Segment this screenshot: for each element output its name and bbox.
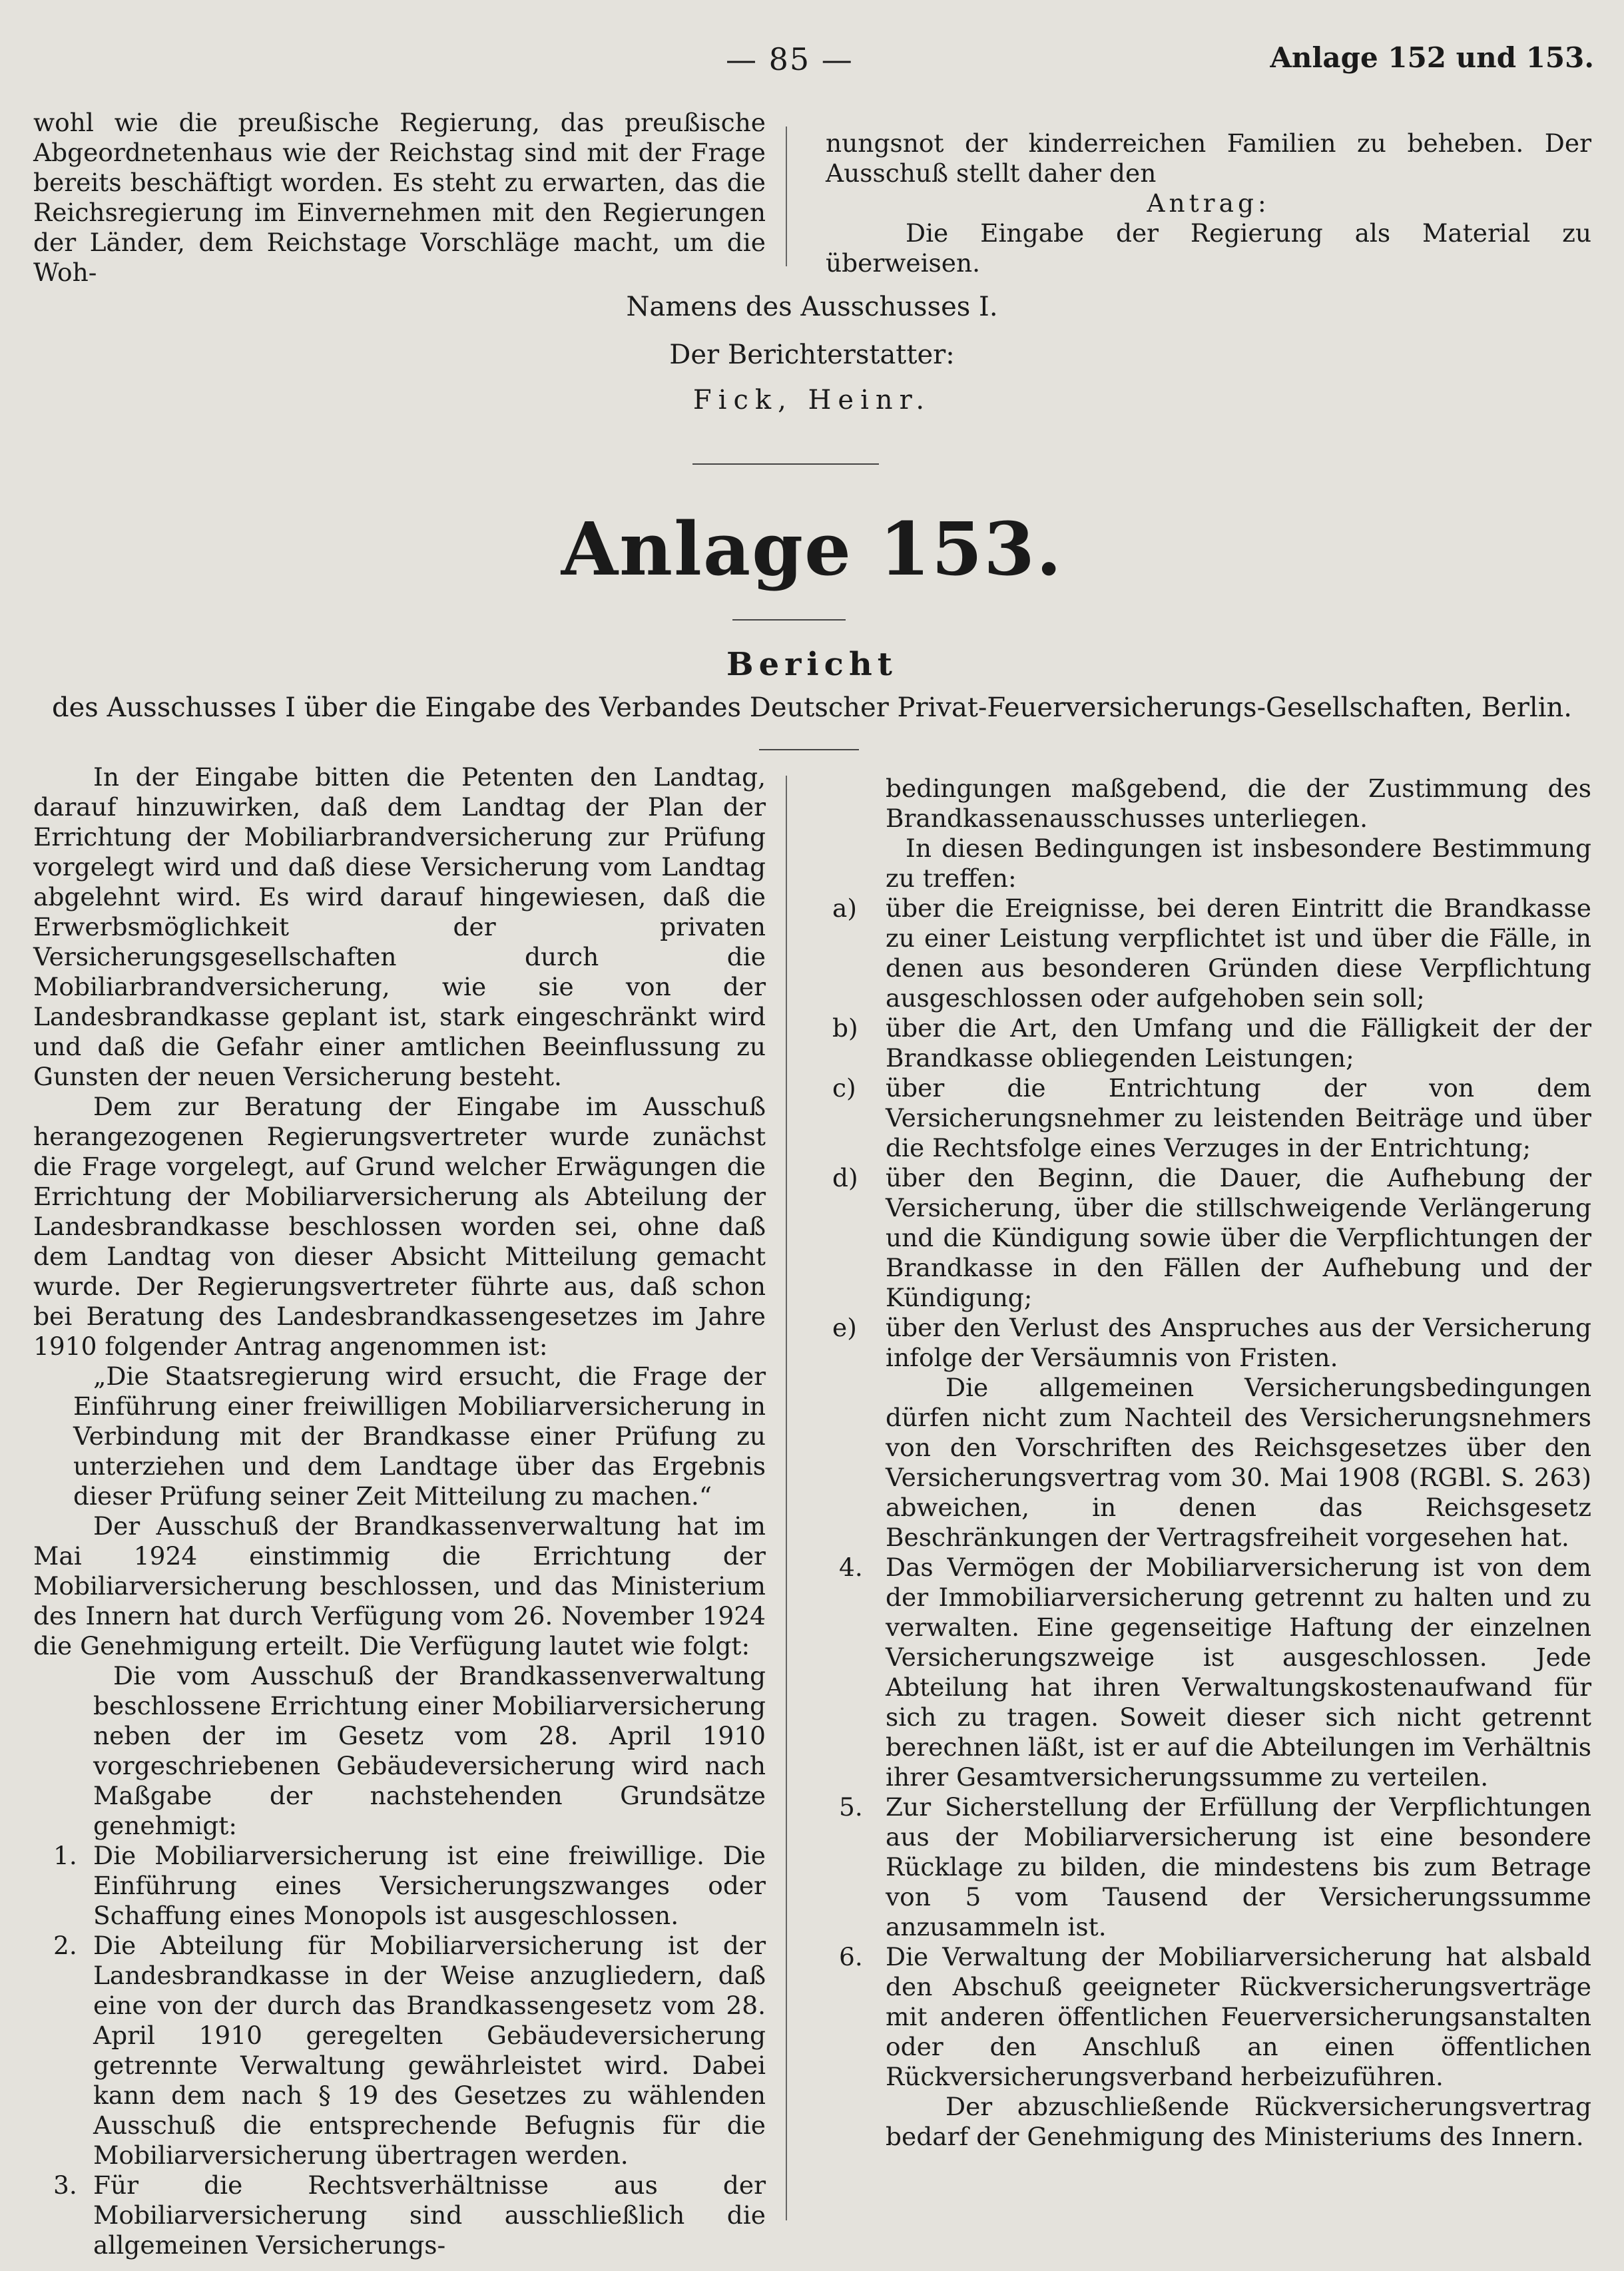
- list-item-text: über die Ereignisse, bei deren Eintritt die Brandkasse zu einer Leistung verpflichtet ist und über die Fälle, in denen aus besonderen Gründen diese Verpflichtung ausgeschlossen oder aufgehoben sein soll;: [886, 893, 1591, 1013]
- list-item: [826, 893, 1591, 1013]
- list-item-text: Die Mobiliarversicherung ist eine freiwillige. Die Einführung eines Versicherungszwanges oder Schaffung eines Monopols ist ausgeschlossen.: [93, 1841, 766, 1930]
- quote-paragraph: „Die Staatsregierung wird ersucht, die Frage der Einführung einer freiwilligen Mobiliarversicherung in Verbindung mit der Brandkasse einer Prüfung zu unterziehen und dem Landtage über das Ergebnis dieser Prüfung seiner Zeit Mitteilung zu machen.“: [73, 1362, 766, 1511]
- page-header: [30, 41, 1594, 81]
- list-item-text: Für die Rechtsverhältnisse aus der Mobiliarversicherung sind ausschließlich die allgemeinen Versicherungs-: [93, 2170, 766, 2260]
- column-divider-main: [786, 776, 787, 2220]
- decree-intro: Die vom Ausschuß der Brandkassenverwaltung beschlossene Errichtung einer Mobiliarversicherung neben der im Gesetz vom 28. April 1910 vorgeschriebenen Gebäudeversicherung wird nach Maßgabe der nachstehenden Grundsätze genehmigt:: [93, 1661, 766, 1840]
- list-number: 1.: [53, 1841, 77, 1870]
- list-item-text: Die Abteilung für Mobiliarversicherung ist der Landesbrandkasse in der Weise anzugliedern, daß eine von der durch das Brandkassengesetz vom 28. April 1910 geregelten Gebäudeversicherung getrennte Verwaltung gewährleistet wird. Dabei kann dem nach § 19 des Gesetzes zu wählenden Ausschuß die entsprechende Befugnis für die Mobiliarversicherung übertragen werden.: [93, 1931, 766, 2170]
- paragraph: Dem zur Beratung der Eingabe im Ausschuß herangezogenen Regierungsvertreter wurde zunächst die Frage vorgelegt, auf Grund welcher Erwägungen die Errichtung der Mobiliarversicherung als Abteilung der Landesbrandkasse beschlossen worden sei, ohne daß dem Landtag von dieser Absicht Mitteilung gemacht wurde. Der Regierungsvertreter führte aus, daß schon bei Beratung des Landesbrandkassengesetzes im Jahre 1910 folgender Antrag angenommen ist:: [33, 1092, 766, 1361]
- list-letter: d): [832, 1163, 858, 1192]
- antrag-heading: Antrag:: [1147, 188, 1270, 218]
- list-item: [33, 1931, 766, 2170]
- list-item: [826, 1792, 1591, 1942]
- paragraph: Der abzuschließende Rückversicherungsvertrag bedarf der Genehmigung des Ministeriums des Innern.: [886, 2092, 1591, 2151]
- list-letter: a): [832, 893, 857, 923]
- paragraph: In der Eingabe bitten die Petenten den Landtag, darauf hinzuwirken, daß dem Landtag der Plan der Errichtung der Mobiliarbrandversicherung zur Prüfung vorgelegt wird und daß diese Versicherung vom Landtag abgelehnt wird. Es wird darauf hingewiesen, daß die Erwerbsmöglichkeit der privaten Versicherungsgesellschaften durch die Mobiliarbrandversicherung, wie sie von der Landesbrandkasse geplant ist, stark eingeschränkt wird und daß die Gefahr einer amtlichen Beeinflussung zu Gunsten der neuen Versicherung besteht.: [33, 762, 766, 1091]
- list-item: [826, 1163, 1591, 1313]
- main-right-column: [826, 774, 1591, 2152]
- list-item-text: über die Entrichtung der von dem Versicherungsnehmer zu leistenden Beiträge und über die Rechtsfolge eines Verzuges in der Entrichtung;: [886, 1073, 1591, 1162]
- list-number: 5.: [839, 1792, 863, 1822]
- antrag-text: Die Eingabe der Regierung als Material zu überweisen.: [826, 218, 1591, 278]
- signature-name: Fick, Heinr.: [692, 385, 932, 415]
- subtitle-divider: [759, 749, 859, 750]
- list-number: 3.: [53, 2170, 77, 2200]
- report-subtitle: des Ausschusses I über die Eingabe des Verbandes Deutscher Privat-Feuerversicherungs-Gesellschaften, Berlin.: [52, 692, 1572, 723]
- signature-role: Der Berichterstatter:: [669, 340, 955, 370]
- top-right-column: [826, 128, 1591, 278]
- list-letter: e): [832, 1313, 857, 1342]
- paragraph: Die allgemeinen Versicherungsbedingungen dürfen nicht zum Nachteil des Versicherungsnehmers von den Vorschriften des Reichsgesetzes über den Versicherungsvertrag vom 30. Mai 1908 (RGBl. S. 263) abweichen, in denen das Reichsgesetz Beschränkungen der Vertragsfreiheit vorgesehen hat.: [886, 1373, 1591, 1552]
- list-item-text: über den Verlust des Anspruches aus der Versicherung infolge der Versäumnis von Fristen.: [886, 1313, 1591, 1372]
- running-head: Anlage 152 und 153.: [1270, 41, 1594, 74]
- report-heading: Bericht: [726, 646, 898, 683]
- list-number: 2.: [53, 1931, 77, 1960]
- list-item-text: über den Beginn, die Dauer, die Aufhebung der Versicherung, über die stillschweigende Verlängerung und die Kündigung sowie über die Verpflichtungen der Brandkasse in den Fällen der Aufhebung und der Kündigung;: [886, 1163, 1591, 1312]
- list-item-text: Das Vermögen der Mobiliarversicherung ist von dem der Immobiliarversicherung getrennt zu halten und zu verwalten. Eine gegenseitige Haftung der einzelnen Versicherungszweige ist ausgeschlossen. Jede Abteilung hat ihren Verwaltungskostenaufwand für sich zu tragen. Soweit dieser sich nicht getrennt berechnen läßt, ist er auf die Abteilungen im Verhältnis ihrer Gesamtversicherungssumme zu verteilen.: [886, 1553, 1591, 1792]
- page-number: — 85 —: [726, 41, 854, 77]
- list-letter: c): [832, 1073, 856, 1103]
- list-item-text: Zur Sicherstellung der Erfüllung der Verpflichtungen aus der Mobiliarversicherung ist eine besondere Rücklage zu bilden, die mindestens bis zum Betrage von 5 vom Tausend der Versicherungssumme anzusammeln ist.: [886, 1792, 1591, 1941]
- list-number: 4.: [839, 1553, 863, 1582]
- section-divider: [692, 463, 879, 465]
- paragraph: bedingungen maßgebend, die der Zustimmung des Brandkassenausschusses unterliegen.: [886, 774, 1591, 833]
- list-item: [826, 1942, 1591, 2092]
- column-divider-top: [786, 126, 787, 266]
- list-letter: b): [832, 1013, 858, 1043]
- list-item: [826, 1313, 1591, 1373]
- list-item-text: Die Verwaltung der Mobiliarversicherung hat alsbald den Abschuß geeigneter Rückversicherungsverträge mit anderen öffentlichen Feuerversicherungsanstalten oder den Anschluß an einen öffentlichen Rückversicherungsverband herbeizuführen.: [886, 1942, 1591, 2091]
- list-item: [33, 2170, 766, 2260]
- list-item-text: über die Art, den Umfang und die Fälligkeit der der Brandkasse obliegenden Leistungen;: [886, 1013, 1591, 1073]
- title-divider: [732, 619, 846, 621]
- top-left-column: [33, 108, 766, 288]
- list-item: [33, 1841, 766, 1931]
- list-number: 6.: [839, 1942, 863, 1971]
- main-left-column: [33, 762, 766, 2260]
- continuation-text-left: wohl wie die preußische Regierung, das preußische Abgeordnetenhaus wie der Reichstag sind mit der Frage bereits beschäftigt worden. Es steht zu erwarten, das die Reichsregierung im Einvernehmen mit den Regierungen der Länder, dem Reichstage Vorschläge macht, um die Woh-: [33, 108, 766, 287]
- paragraph: In diesen Bedingungen ist insbesondere Bestimmung zu treffen:: [886, 834, 1591, 893]
- paragraph: Der Ausschuß der Brandkassenverwaltung hat im Mai 1924 einstimmig die Errichtung der Mobiliarversicherung beschlossen, und das Ministerium des Innern hat durch Verfügung vom 26. November 1924 die Genehmigung erteilt. Die Verfügung lautet wie folgt:: [33, 1511, 766, 1660]
- signature-committee: Namens des Ausschusses I.: [626, 292, 998, 322]
- continuation-text-right: nungsnot der kinderreichen Familien zu beheben. Der Ausschuß stellt daher den: [826, 128, 1591, 188]
- list-item: [826, 1553, 1591, 1792]
- list-item: [826, 1073, 1591, 1163]
- list-item: [826, 1013, 1591, 1073]
- anlage-title: Anlage 153.: [561, 506, 1063, 592]
